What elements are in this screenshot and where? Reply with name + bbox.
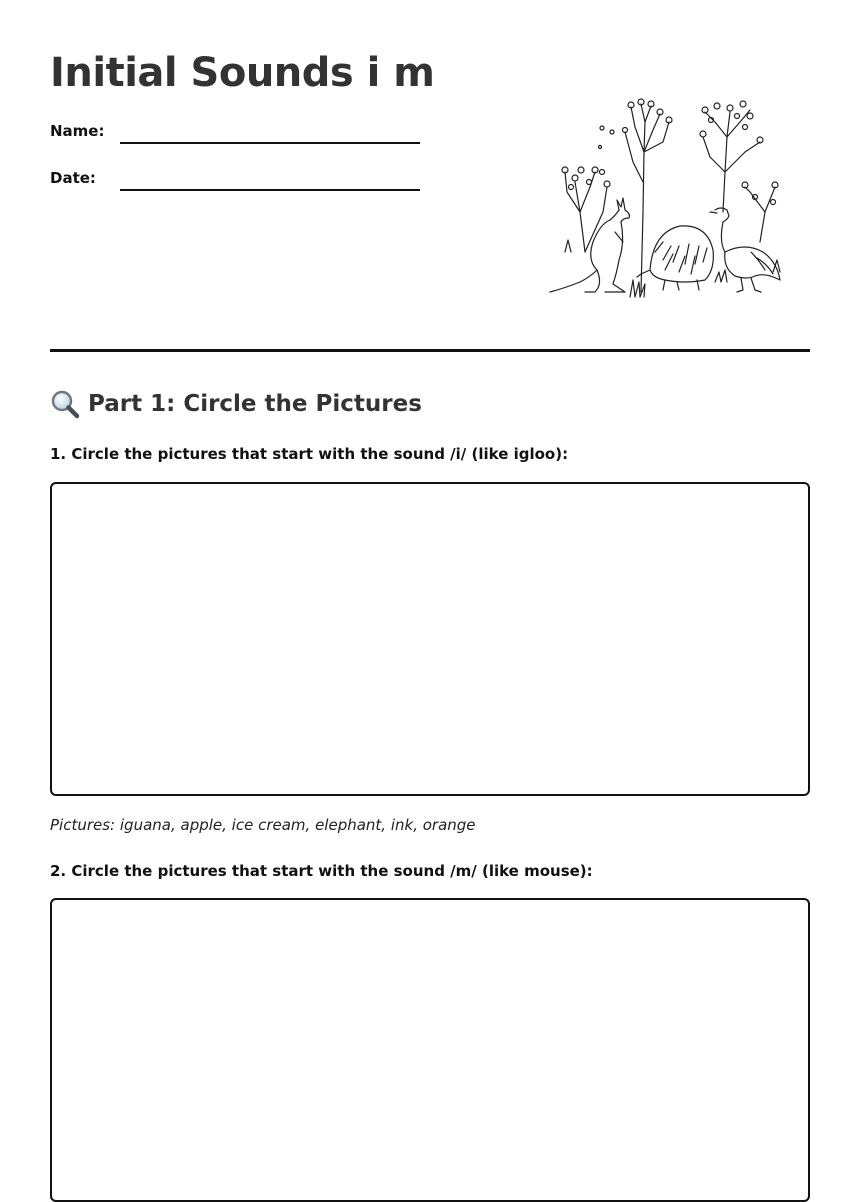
tree-left (562, 167, 610, 252)
echidna-drawing (637, 226, 713, 290)
part1-heading (50, 388, 422, 420)
name-label: Name: (50, 122, 105, 140)
question-2-prompt: 2. Circle the pictures that start with the sound /m/ (like mouse): (50, 862, 593, 880)
section-divider (50, 349, 810, 352)
name-field[interactable] (50, 118, 420, 148)
part1-heading-text: Part 1: Circle the Pictures (88, 391, 422, 417)
worksheet-title: Initial Sounds i m (50, 50, 435, 96)
question-2-picture-box[interactable] (50, 898, 810, 1202)
magnifying-glass-icon (50, 389, 80, 419)
date-label: Date: (50, 169, 96, 187)
date-field[interactable] (50, 165, 420, 195)
question-1-picture-box[interactable] (50, 482, 810, 796)
tree-right (700, 101, 778, 242)
question-1-prompt: 1. Circle the pictures that start with the sound /i/ (like igloo): (50, 445, 569, 463)
tree-center (599, 99, 673, 292)
question-1-pictures-list: Pictures: iguana, apple, ice cream, elephant, ink, orange (50, 816, 476, 834)
name-line[interactable] (120, 142, 420, 144)
date-line[interactable] (120, 189, 420, 191)
australian-animals-illustration (545, 92, 790, 302)
kangaroo-drawing (550, 198, 630, 292)
